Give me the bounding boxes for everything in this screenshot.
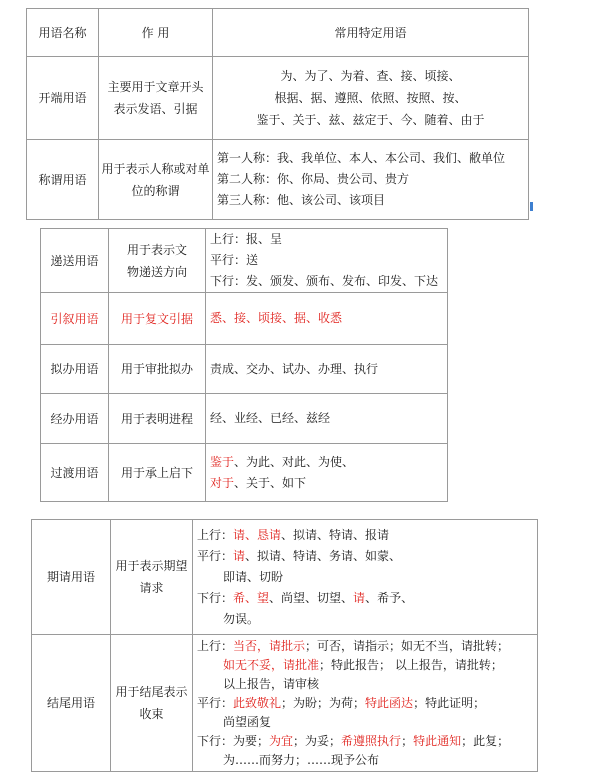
table-row-opening [27, 57, 529, 140]
term-usage: 用于承上启下 [109, 444, 206, 502]
term-list: 鉴于、为此、对此、为使、 对于、关于、如下 [206, 444, 448, 502]
table-row-transition [41, 444, 448, 502]
term-name: 引叙用语 [41, 293, 109, 345]
term-usage: 用于审批拟办 [109, 345, 206, 394]
header-term-name: 用语名称 [27, 9, 99, 57]
term-usage: 用于结尾表示 收束 [111, 635, 193, 772]
term-list: 上行：当否，请批示；可否，请指示；如无不当，请批转； 如无不妥，请批准；特此报告； 以上报告，请批转； 以上报告，请审核 平行：此致敬礼；为盼；为荷；特此函达；特此证明； 尚望函复 下行：为要；为宜；为妥；希遵照执行；特此通知；此复； 为……而努力；……现予公布 [193, 635, 538, 772]
term-list: 第一人称：我、我单位、本人、本公司、我们、敝单位 第二人称：你、你局、贵公司、贵方 第三人称：他、该公司、该项目 [213, 140, 529, 220]
term-usage: 用于表示文 物递送方向 [109, 229, 206, 293]
term-usage: 主要用于文章开头 表示发语、引据 [99, 57, 213, 140]
header-common-terms: 常用特定用语 [213, 9, 529, 57]
table-row-processing [41, 394, 448, 444]
term-list: 责成、交办、试办、办理、执行 [206, 345, 448, 394]
term-name: 称谓用语 [27, 140, 99, 220]
term-name: 过渡用语 [41, 444, 109, 502]
term-list: 上行：报、呈 平行：送 下行：发、颁发、颁布、发布、印发、下达 [206, 229, 448, 293]
table-row-request [32, 520, 538, 635]
term-usage: 用于表示人称或对单 位的称谓 [99, 140, 213, 220]
table-row-handling [41, 345, 448, 394]
term-name: 开端用语 [27, 57, 99, 140]
table-row-closing [32, 635, 538, 772]
table-header-row [27, 9, 529, 57]
term-name: 期请用语 [32, 520, 111, 635]
edge-marker [530, 202, 533, 211]
table-request-and-closing-terms [31, 519, 538, 772]
term-usage: 用于复文引据 [109, 293, 206, 345]
term-usage: 用于表示期望 请求 [111, 520, 193, 635]
table-opening-and-address-terms [26, 8, 529, 220]
term-name: 递送用语 [41, 229, 109, 293]
header-usage: 作 用 [99, 9, 213, 57]
term-list: 悉、接、顷接、据、收悉 [206, 293, 448, 345]
table-row-citation [41, 293, 448, 345]
term-usage: 用于表明进程 [109, 394, 206, 444]
term-list: 为、为了、为着、查、接、顷接、 根据、据、遵照、依照、按照、按、 鉴于、关于、兹、兹定于、今、随着、由于 [213, 57, 529, 140]
table-row-address [27, 140, 529, 220]
term-list: 上行：请、恳请、拟请、特请、报请 平行：请、拟请、特请、务请、如蒙、 即请、切盼 下行：希、望、尚望、切望、请、希予、 勿误。 [193, 520, 538, 635]
term-name: 拟办用语 [41, 345, 109, 394]
term-name: 经办用语 [41, 394, 109, 444]
term-name: 结尾用语 [32, 635, 111, 772]
term-list: 经、业经、已经、兹经 [206, 394, 448, 444]
table-delivery-and-transition-terms [40, 228, 448, 502]
table-row-delivery [41, 229, 448, 293]
